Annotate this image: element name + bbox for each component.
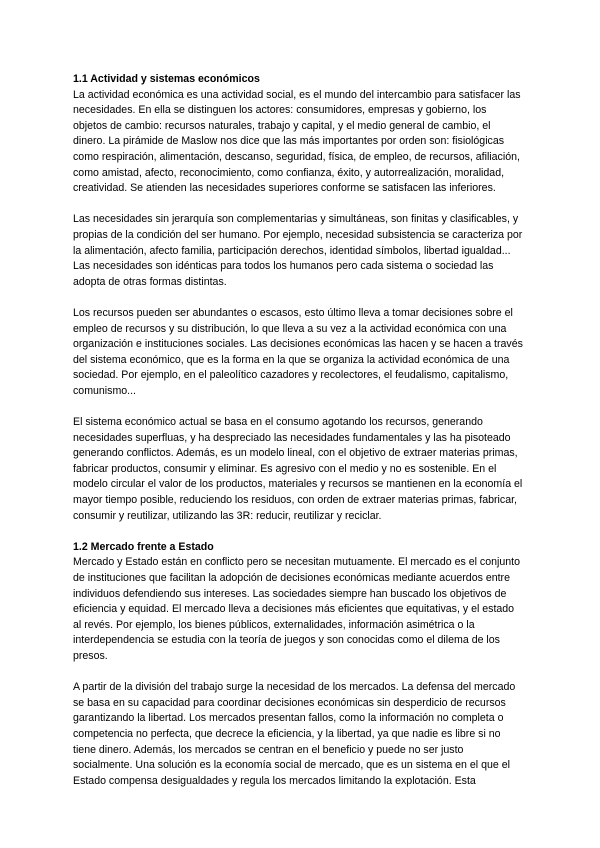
paragraph-2-2: A partir de la división del trabajo surge la necesidad de los mercados. La defensa del mercado se basa en su capacidad para coordinar decisiones económicas sin desperdicio de recursos garantizando la libertad. Los mercados presentan fallos, como la información no completa o competencia no perfecta, que decrece la eficiencia, y la libertad, ya que nadie es libre si no tiene dinero. Además, los mercados se centran en el beneficio y puede no ser justo socialmente. Una solución es la economía social de mercado, que es un sistema en el que el Estado compensa desigualdades y regula los mercados limitando la explotación. Esta [73,681,516,787]
paragraph-1-1: La actividad económica es una actividad social, es el mundo del intercambio para satisfacer las necesidades. En ella se distinguen los actores: consumidores, empresas y gobierno, los objetos de cambio: recursos naturales, trabajo y capital, y el medio general de cambio, el dinero. La pirámide de Maslow nos dice que las más importantes por orden son: fisiológicas como respiración, alimentación, descanso, seguridad, física, de empleo, de recursos, afiliación, como amistad, afecto, reconocimiento, como confianza, éxito, y autorrealización, moralidad, creatividad. Se atienden las necesidades superiores conforme se satisfacen las inferiores. [73,88,521,195]
paragraph-1-2: Las necesidades sin jerarquía son complementarias y simultáneas, son finitas y clasificables, y propias de la condición del ser humano. Por ejemplo, necesidad subsistencia se caracteriza por la alimentación, afecto familia, participación derechos, identidad símbolos, libertad igualdad... Las necesidades son idénticas para todos los humanos pero cada sistema o sociedad las adopta de otras formas distintas. [73,213,523,288]
document-page [73,72,523,805]
section-heading-2: 1.2 Mercado frente a Estado [73,540,214,553]
paragraph-1-3: Los recursos pueden ser abundantes o escasos, esto último lleva a tomar decisiones sobre el empleo de recursos y su distribución, lo que lleva a su vez a la actividad económica con una organización e instituciones sociales. Las decisiones económicas las hacen y se hacen a través del sistema económico, que es la forma en la que se organiza la actividad económica de una sociedad. Por ejemplo, en el paleolítico cazadores y recolectores, el feudalismo, capitalismo, comunismo... [73,306,523,397]
paragraph-1-4: El sistema económico actual se basa en el consumo agotando los recursos, generando necesidades superfluas, y ha despreciado las necesidades fundamentales y las ha pisoteado generando conflictos. Además, es un modelo lineal, con el objetivo de extraer materias primas, fabricar productos, consumir y eliminar. Es agresivo con el medio y no es sostenible. En el modelo circular el valor de los productos, materiales y recursos se mantienen en la economía el mayor tiempo posible, reduciendo los residuos, con orden de extraer materias primas, fabricar, consumir y reutilizar, utilizando las 3R: reducir, reutilizar y reciclar. [73,416,523,522]
paragraph-2-1: Mercado y Estado están en conflicto pero se necesitan mutuamente. El mercado es el conjunto de instituciones que facilitan la adopción de decisiones económicas mediante acuerdos entre individuos defendiendo sus intereses. Las sociedades siempre han buscado los objetivos de eficiencia y equidad. El mercado lleva a decisiones más eficientes que equitativas, y el estado al revés. Por ejemplo, los bienes públicos, externalidades, información asimétrica o la interdependencia se estudia con la teoría de juegos y son conocidas como el dilema de los presos. [73,556,520,662]
section-heading-1: 1.1 Actividad y sistemas económicos [73,73,260,85]
